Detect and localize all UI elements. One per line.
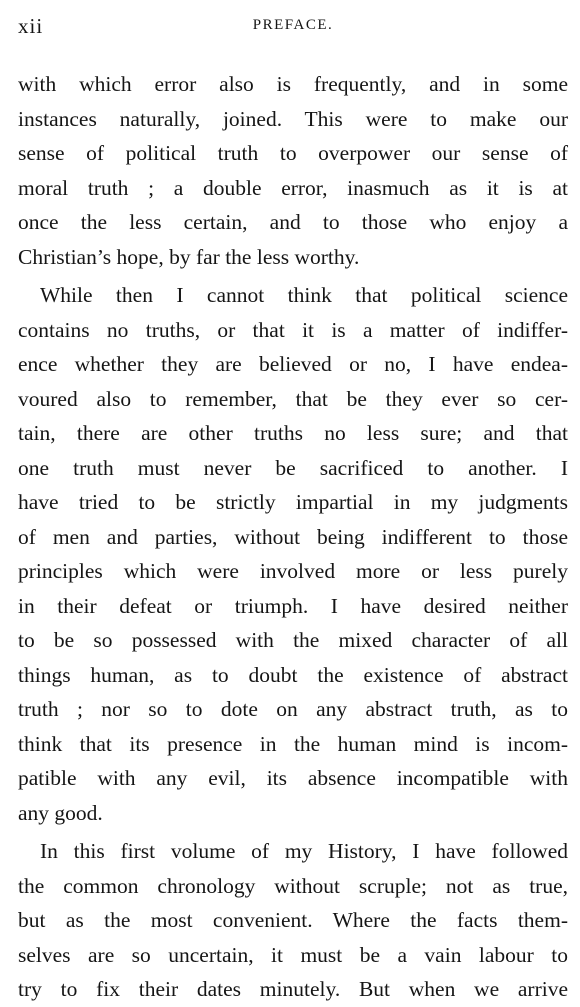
text-line: one truth must never be sacrificed to another. I [18,455,568,480]
text-line: ence whether they are believed or no, I have endea- [18,352,568,376]
text-line: think that its presence in the human mind is incom- [18,731,568,756]
text-line: patible with any evil, its absence incompatible with [18,766,568,790]
text-line: instances naturally, joined. This were to make our [18,106,568,131]
text-line: Christian’s hope, by far the less worthy. [18,244,360,269]
text-line: have tried to be strictly impartial in my judgments [18,490,568,514]
text-line: but as the most convenient. Where the facts them- [18,908,568,932]
text-line: with which error also is frequently, and in some [18,72,568,96]
text-line: the common chronology without scruple; not as true, [18,873,568,898]
text-line: While then I cannot think that political science [40,283,568,307]
paragraph [18,67,568,274]
running-head: PREFACE. [252,17,334,33]
paragraph [18,278,568,830]
text-line: try to fix their dates minutely. But when we arrive [18,977,568,1001]
text-line: any good. [18,800,103,825]
text-line: contains no truths, or that it is a matter of indiffer- [18,317,568,342]
page-header [18,14,568,44]
text-line: In this first volume of my History, I have followed [40,839,568,863]
body-text [18,67,568,1007]
page-number: xii [18,14,44,38]
text-line: things human, as to doubt the existence of abstract [18,662,568,687]
text-line: voured also to remember, that be they ever so cer- [18,386,568,411]
text-line: truth ; nor so to dote on any abstract truth, as to [18,697,568,721]
text-line: once the less certain, and to those who enjoy a [18,210,568,234]
text-line: of men and parties, without being indifferent to those [18,524,568,549]
text-line: selves are so uncertain, it must be a vain labour to [18,942,568,967]
paragraph [18,834,568,1007]
text-line: tain, there are other truths no less sure; and that [18,421,568,445]
text-line: in their defeat or triumph. I have desired neither [18,593,568,618]
text-line: sense of political truth to overpower our sense of [18,141,568,165]
text-line: to be so possessed with the mixed character of all [18,628,568,652]
text-line: moral truth ; a double error, inasmuch as it is at [18,175,568,200]
text-line: principles which were involved more or less purely [18,559,568,583]
